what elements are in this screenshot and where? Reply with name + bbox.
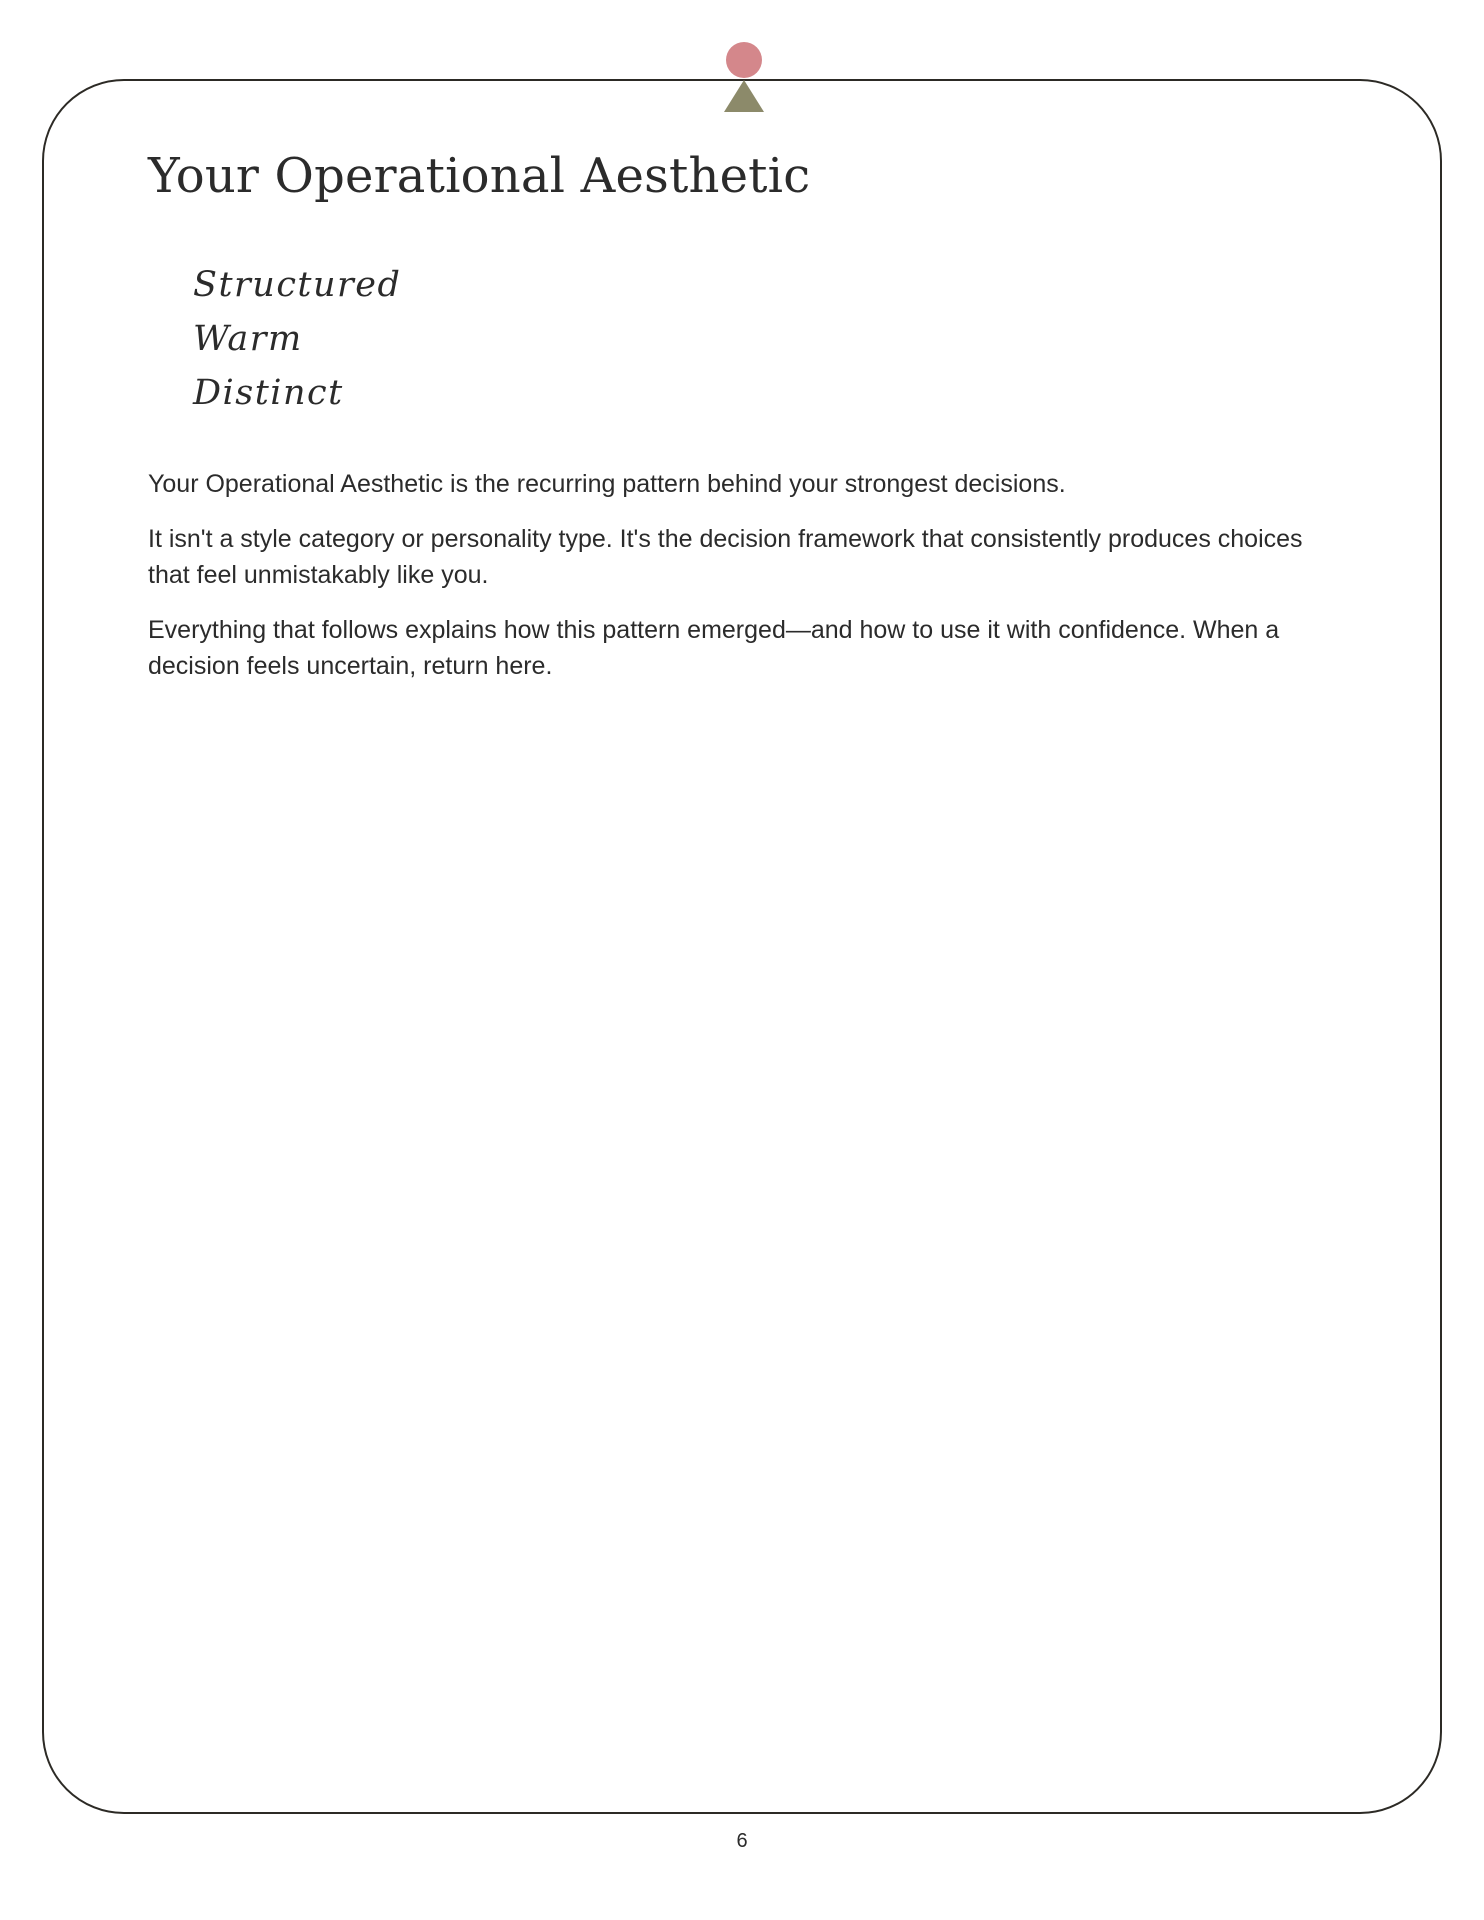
trait-item: Structured — [193, 265, 402, 305]
page-title: Your Operational Aesthetic — [148, 148, 811, 204]
paragraph: It isn't a style category or personality type. It's the decision framework that consistently produces choices that feel unmistakably like you. — [148, 525, 1303, 589]
paragraph: Your Operational Aesthetic is the recurring pattern behind your strongest decisions. — [148, 470, 1066, 498]
body-text — [148, 466, 1328, 703]
page-number: 6 — [736, 1830, 748, 1852]
trait-list — [193, 258, 401, 420]
circle-triangle-ornament-icon — [724, 42, 764, 114]
trait-item: Warm — [193, 319, 303, 359]
trait-item: Distinct — [193, 373, 344, 413]
paragraph: Everything that follows explains how this pattern emerged—and how to use it with confidence. When a decision feels uncertain, return here. — [148, 616, 1280, 680]
